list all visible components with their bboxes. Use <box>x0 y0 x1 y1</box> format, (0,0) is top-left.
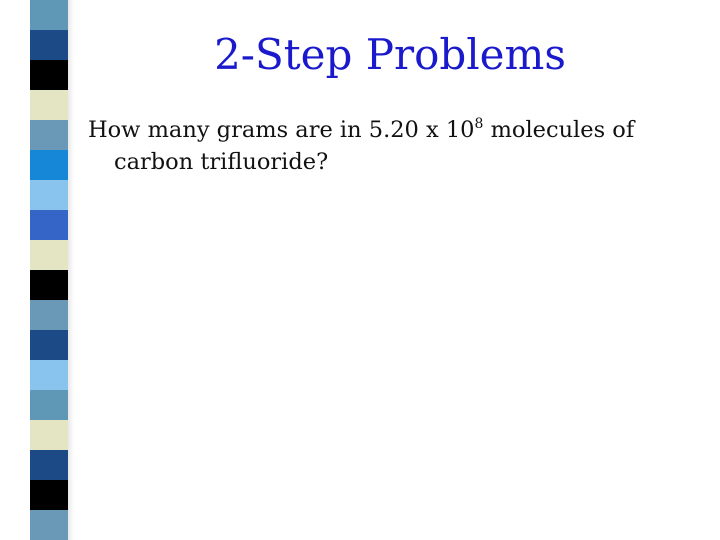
stripe-segment <box>30 0 68 30</box>
stripe-segment <box>30 300 68 330</box>
stripe-segment <box>30 240 68 270</box>
exponent: 8 <box>474 116 484 132</box>
stripe-segment <box>30 120 68 150</box>
stripe-segment <box>30 510 68 540</box>
stripe-segment <box>30 450 68 480</box>
stripe-segment <box>30 390 68 420</box>
stripe-segment <box>30 420 68 450</box>
question-line2: carbon trifluoride? <box>114 149 329 175</box>
stripe-segment <box>30 30 68 60</box>
slide-title: 2-Step Problems <box>214 30 566 79</box>
stripe-segment <box>30 330 68 360</box>
stripe-segment <box>30 210 68 240</box>
stripe-segment <box>30 180 68 210</box>
stripe-segment <box>30 90 68 120</box>
stripe-segment <box>30 480 68 510</box>
question-line1-end: molecules of <box>483 117 635 143</box>
stripe-segment <box>30 270 68 300</box>
stripe-segment <box>30 360 68 390</box>
question-text <box>88 114 703 178</box>
stripe-bar-shadow <box>68 0 74 540</box>
stripe-segment <box>30 150 68 180</box>
stripe-segment <box>30 60 68 90</box>
question-line1-start: How many grams are in 5.20 x 10 <box>88 117 475 143</box>
decorative-stripe-bar <box>30 0 68 540</box>
